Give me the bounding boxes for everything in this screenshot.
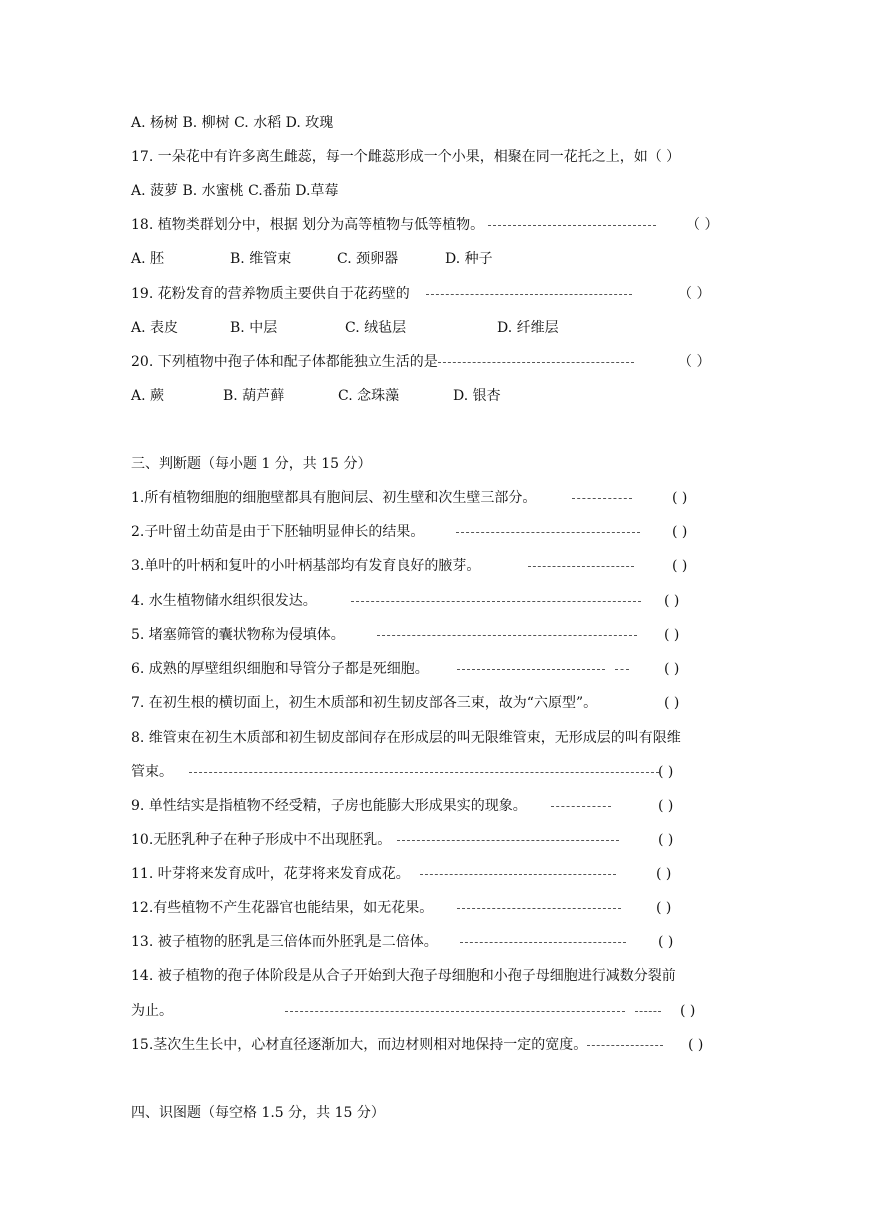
judgement-15 xyxy=(131,1035,739,1055)
judgement-12 xyxy=(131,898,739,918)
q18-question xyxy=(131,215,739,235)
q18-option-b: B. 维管束 xyxy=(230,251,292,267)
dash-leader xyxy=(397,840,619,841)
judgement-9-text: 9. 单性结实是指植物不经受精，子房也能膨大形成果实的现象。 xyxy=(131,798,527,814)
judgement-4-text: 4. 水生植物储水组织很发达。 xyxy=(131,593,317,609)
judgement-14-line2 xyxy=(131,1001,739,1021)
dash-leader xyxy=(528,566,634,567)
dash-leader xyxy=(457,908,621,909)
judgement-14-line1: 14. 被子植物的孢子体阶段是从合子开始到大孢子母细胞和小孢子母细胞进行减数分裂前 xyxy=(131,968,676,984)
judgement-15-paren: ( ) xyxy=(688,1037,704,1053)
judgement-12-paren: ( ) xyxy=(656,900,672,916)
q20-option-d: D. 银杏 xyxy=(453,388,501,404)
judgement-4-paren: ( ) xyxy=(664,593,680,609)
judgement-14-text: 为止。 xyxy=(131,1003,173,1019)
judgement-7 xyxy=(131,693,739,713)
judgement-9 xyxy=(131,796,739,816)
judgement-3 xyxy=(131,556,739,576)
q18-text: 18. 植物类群划分中，根据 划分为高等植物与低等植物。 xyxy=(131,217,485,233)
dash-leader xyxy=(551,806,611,807)
dash-leader xyxy=(438,362,634,363)
judgement-15-text: 15.茎次生生长中，心材直径逐渐加大，而边材则相对地保持一定的宽度。 xyxy=(131,1037,588,1053)
q16-options: A. 杨树 B. 柳树 C. 水稻 D. 玫瑰 xyxy=(131,115,334,131)
dash-leader xyxy=(351,601,641,602)
judgement-3-text: 3.单叶的叶柄和复叶的小叶柄基部均有发育良好的腋芽。 xyxy=(131,558,481,574)
dash-leader xyxy=(635,1011,661,1012)
q19-question xyxy=(131,284,739,304)
q20-options xyxy=(131,386,739,406)
judgement-2 xyxy=(131,522,739,542)
judgement-3-paren: ( ) xyxy=(672,558,688,574)
judgement-1 xyxy=(131,488,739,508)
judgement-6 xyxy=(131,659,739,679)
judgement-5-paren: ( ) xyxy=(664,627,680,643)
judgement-13 xyxy=(131,932,739,952)
dash-leader xyxy=(426,294,632,295)
q18-answer-paren: （ ） xyxy=(686,217,719,233)
judgement-12-text: 12.有些植物不产生花器官也能结果，如无花果。 xyxy=(131,900,434,916)
judgement-7-paren: ( ) xyxy=(664,695,680,711)
dash-leader xyxy=(285,1011,625,1012)
judgement-10-paren: ( ) xyxy=(658,832,674,848)
q19-option-a: A. 表皮 xyxy=(131,320,179,336)
q20-option-a: A. 蕨 xyxy=(131,388,165,404)
judgement-5-text: 5. 堵塞筛管的囊状物称为侵填体。 xyxy=(131,627,345,643)
q19-option-c: C. 绒毡层 xyxy=(345,320,407,336)
judgement-13-paren: ( ) xyxy=(658,934,674,950)
judgement-10 xyxy=(131,830,739,850)
q19-text: 19. 花粉发育的营养物质主要供自于花药壁的 xyxy=(131,286,410,302)
dash-leader xyxy=(457,669,605,670)
judgement-11-paren: ( ) xyxy=(656,866,672,882)
judgement-7-text: 7. 在初生根的横切面上，初生木质部和初生韧皮部各三束，故为“六原型”。 xyxy=(131,695,598,711)
q19-option-d: D. 纤维层 xyxy=(497,320,559,336)
q17-options: A. 菠萝 B. 水蜜桃 C.番茄 D.草莓 xyxy=(131,183,339,199)
judgement-9-paren: ( ) xyxy=(658,798,674,814)
q18-option-c: C. 颈卵器 xyxy=(337,251,399,267)
judgement-5 xyxy=(131,625,739,645)
dash-leader xyxy=(377,635,637,636)
q19-answer-paren: （ ） xyxy=(678,286,711,302)
q18-option-a: A. 胚 xyxy=(131,251,165,267)
q20-answer-paren: （ ） xyxy=(678,354,711,370)
judgement-6-text: 6. 成熟的厚壁组织细胞和导管分子都是死细胞。 xyxy=(131,661,429,677)
section-3-title: 三、判断题（每小题 1 分，共 15 分） xyxy=(131,456,372,472)
judgement-8-paren: ( ) xyxy=(658,764,674,780)
q20-option-b: B. 葫芦藓 xyxy=(223,388,285,404)
judgement-8-line1: 8. 维管束在初生木质部和初生韧皮部间存在形成层的叫无限维管束，无形成层的叫有限维 xyxy=(131,730,681,746)
judgement-2-text: 2.子叶留土幼苗是由于下胚轴明显伸长的结果。 xyxy=(131,524,425,540)
dash-leader xyxy=(189,772,659,773)
q20-question xyxy=(131,352,739,372)
dash-leader xyxy=(587,1045,663,1046)
q19-options xyxy=(131,318,739,338)
q17-question: 17. 一朵花中有许多离生雌蕊，每一个雌蕊形成一个小果，相聚在同一花托之上，如（ ） xyxy=(131,149,681,165)
judgement-8-line2 xyxy=(131,762,739,782)
q18-option-d: D. 种子 xyxy=(445,251,493,267)
section-4-title: 四、识图题（每空格 1.5 分，共 15 分） xyxy=(131,1105,385,1121)
judgement-4 xyxy=(131,591,739,611)
judgement-8-text: 管束。 xyxy=(131,764,173,780)
q20-text: 20. 下列植物中孢子体和配子体都能独立生活的是 xyxy=(131,354,438,370)
judgement-2-paren: ( ) xyxy=(672,524,688,540)
judgement-1-text: 1.所有植物细胞的细胞壁都具有胞间层、初生壁和次生壁三部分。 xyxy=(131,490,537,506)
q19-option-b: B. 中层 xyxy=(230,320,278,336)
judgement-14-paren: ( ) xyxy=(680,1003,696,1019)
q20-option-c: C. 念珠藻 xyxy=(338,388,400,404)
dash-leader xyxy=(420,874,616,875)
dash-leader xyxy=(460,942,626,943)
judgement-11-text: 11. 叶芽将来发育成叶，花芽将来发育成花。 xyxy=(131,866,410,882)
judgement-6-paren: ( ) xyxy=(664,661,680,677)
judgement-10-text: 10.无胚乳种子在种子形成中不出现胚乳。 xyxy=(131,832,392,848)
dash-leader xyxy=(488,225,656,226)
judgement-11 xyxy=(131,864,739,884)
judgement-13-text: 13. 被子植物的胚乳是三倍体而外胚乳是二倍体。 xyxy=(131,934,438,950)
dash-leader xyxy=(572,498,632,499)
dash-leader xyxy=(456,532,640,533)
q18-options xyxy=(131,249,739,269)
judgement-1-paren: ( ) xyxy=(672,490,688,506)
dash-leader xyxy=(615,669,629,670)
